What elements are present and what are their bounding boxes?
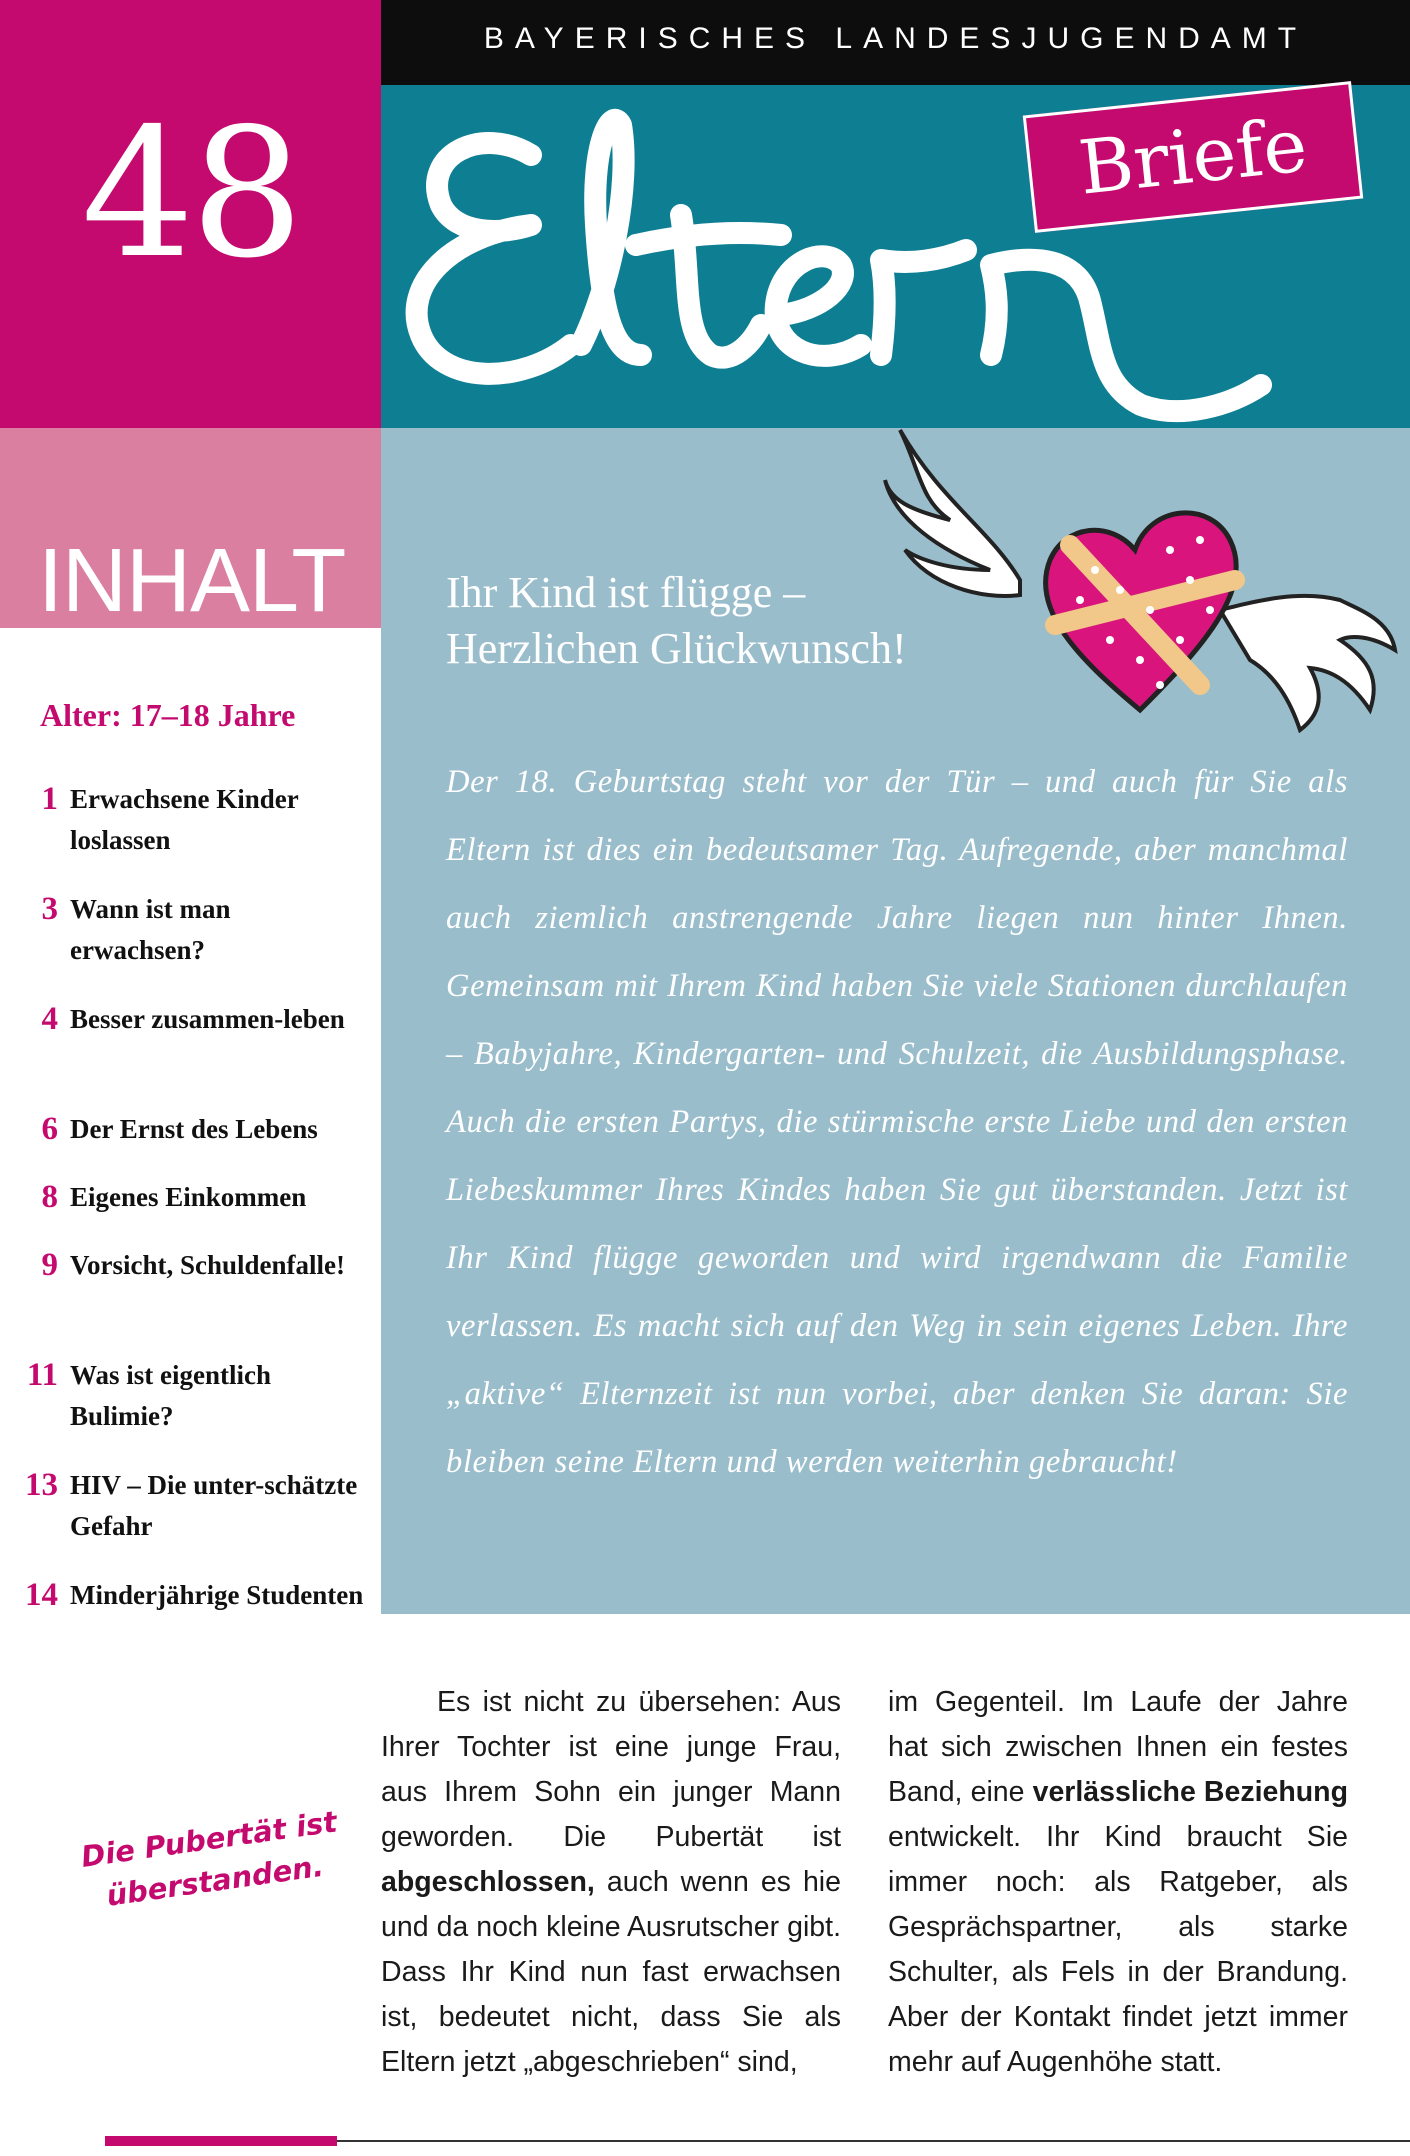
toc-page-number: 4 — [41, 1001, 58, 1037]
toc-item[interactable] — [0, 1177, 381, 1245]
body-emphasis: abgeschlossen, — [381, 1866, 595, 1898]
intro-heading — [446, 565, 1006, 677]
intro-paragraph: Der 18. Geburtstag steht vor der Tür – und auch für Sie als Eltern ist dies ein bedeutsamer Tag. Aufregende, aber manchmal auch ziemlich anstrengende Jahre liegen nun hinter Ihnen. Gemeinsam mit Ihrem Kind haben Sie viele Stationen durchlaufen – Babyjahre, Kindergarten- und Schulzeit, die Ausbildungsphase. Auch die ersten Partys, die stürmische erste Liebe und den ersten Liebeskummer Ihres Kindes haben Sie gut überstanden. Jetzt ist Ihr Kind flügge geworden und wird irgendwann die Familie verlassen. Es macht sich auf den Weg in sein eigenes Leben. Ihre „aktive“ Elternzeit ist nun vorbei, aber denken Sie daran: Sie bleiben seine Eltern und werden weiterhin gebraucht! — [446, 764, 1348, 1480]
body-text: auch wenn es hie und da noch kleine Ausrutscher gibt. Dass Ihr Kind nun fast erwachsen ist, bedeutet nicht, dass Sie als Eltern jetzt „abgeschrieben“ sind, — [381, 1866, 841, 2078]
toc-page-number: 8 — [41, 1179, 58, 1215]
toc-page-number: 3 — [41, 891, 58, 927]
briefe-badge: Briefe — [1023, 81, 1364, 233]
body-emphasis: verlässliche Beziehung — [1032, 1776, 1348, 1808]
body-text: im Gegenteil. Im Laufe der Jahre hat sich zwischen Ihnen ein festes Band, eine — [888, 1686, 1348, 1808]
body-text: Es ist nicht zu übersehen: Aus Ihrer Tochter ist eine junge Frau, aus Ihrem Sohn ein junger Mann geworden. Die Pubertät ist — [381, 1686, 841, 1853]
toc-item-title: HIV – Die unter-schätzte Gefahr — [70, 1470, 358, 1541]
intro-heading-line2: Herzlichen Glückwunsch! — [446, 624, 907, 673]
toc-item-title: Der Ernst des Lebens — [70, 1114, 318, 1144]
toc-item[interactable] — [0, 779, 381, 889]
body-column-2 — [888, 1680, 1348, 2085]
issue-number: 48 — [81, 90, 300, 297]
publisher-name: BAYERISCHES LANDESJUGENDAMT — [483, 22, 1308, 55]
toc-item[interactable] — [0, 889, 381, 999]
handwritten-sidenote: Die Pubertät ist überstanden. — [79, 1804, 340, 1913]
toc-item[interactable] — [0, 1245, 381, 1355]
toc-item[interactable] — [0, 1575, 381, 1685]
footer-accent-bar — [105, 2136, 337, 2146]
toc-page-number: 11 — [26, 1357, 58, 1393]
toc-item-title: Erwachsene Kinder loslassen — [70, 784, 299, 855]
toc-page-number: 6 — [41, 1111, 58, 1147]
intro-heading-line1: Ihr Kind ist flügge – — [446, 568, 806, 617]
toc-list — [0, 779, 381, 1685]
right-wing-icon — [1220, 596, 1395, 730]
toc-item-title: Minderjährige Studenten — [70, 1580, 364, 1610]
toc-item-title: Eigenes Einkommen — [70, 1182, 307, 1212]
toc-page-number: 14 — [25, 1577, 58, 1613]
toc-page-number: 13 — [25, 1467, 58, 1503]
toc-item-title: Vorsicht, Schuldenfalle! — [70, 1250, 346, 1280]
body-text: entwickelt. Ihr Kind braucht Sie immer noch: als Ratgeber, als Gesprächspartner, als starke Schulter, als Fels in der Brandung. Aber der Kontakt findet jetzt immer mehr auf Augenhöhe statt. — [888, 1821, 1348, 2078]
toc-page-number: 9 — [41, 1247, 58, 1283]
body-column-1 — [381, 1680, 841, 2085]
toc-page-number: 1 — [41, 781, 58, 817]
toc-item-title: Was ist eigentlich Bulimie? — [70, 1360, 271, 1431]
toc-age-range: Alter: 17–18 Jahre — [40, 697, 296, 733]
toc-item-title: Wann ist man erwachsen? — [70, 894, 231, 965]
toc-item-title: Besser zusammen-leben — [70, 1004, 345, 1034]
toc-item[interactable] — [0, 1465, 381, 1575]
toc-item[interactable] — [0, 999, 381, 1109]
toc-item[interactable] — [0, 1355, 381, 1465]
toc-title: INHALT — [38, 531, 346, 631]
toc-item[interactable] — [0, 1109, 381, 1177]
